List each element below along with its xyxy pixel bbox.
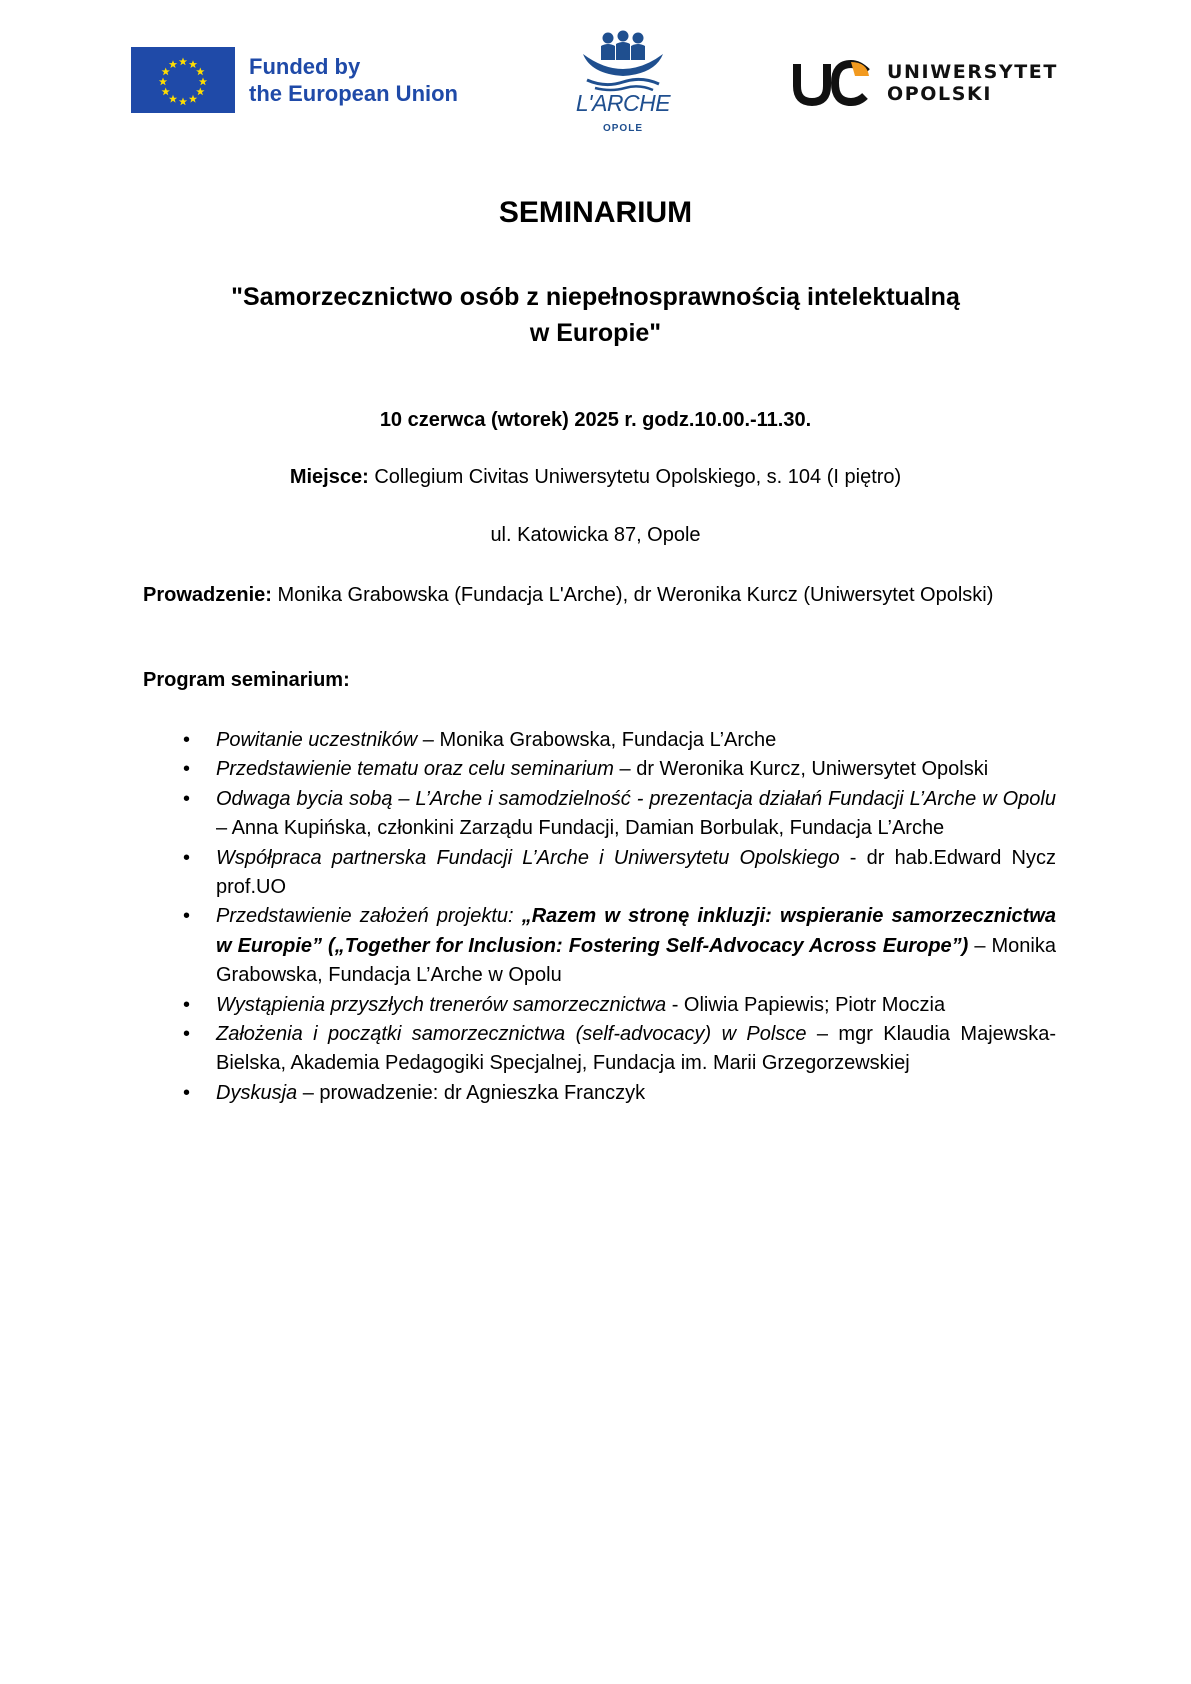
bullet-icon: • [183, 787, 191, 810]
seminar-date: 10 czerwca (wtorek) 2025 r. godz.10.00.-11.30. [379, 409, 812, 431]
program-item-details: – dr Weronika Kurcz, Uniwersytet Opolski [613, 758, 989, 781]
bullet-icon: • [183, 758, 191, 781]
program-item-topic: Dyskusja [216, 1081, 298, 1104]
program-item-topic: Powitanie uczestników [216, 729, 418, 751]
leaders-label: Prowadzenie: [143, 584, 272, 606]
program-item-details: - Oliwia Papiewis; Piotr Moczia [666, 993, 946, 1016]
program-item-details: – prowadzenie: dr Agnieszka Franczyk [297, 1081, 646, 1104]
larche-logo [573, 30, 673, 140]
uo-logo-line-2: OPOLSKI [887, 83, 993, 105]
uo-logo-text [887, 61, 1058, 105]
program-item-details: - dr hab.Edward Nycz prof.UO [216, 846, 1056, 899]
seminar-subtitle [150, 279, 1041, 351]
program-heading: Program seminarium: [143, 669, 350, 691]
place-label: Miejsce: [289, 466, 369, 488]
seminar-title: SEMINARIUM [498, 196, 693, 229]
program-item [143, 726, 1056, 755]
eu-funding-line-2: the European Union [249, 81, 458, 106]
eu-funding-text [249, 53, 458, 107]
program-item-topic: Przedstawienie założeń projektu: [216, 905, 522, 928]
program-item [143, 991, 1056, 1020]
program-item-topic: Współpraca partnerska Fundacji L’Arche i Uniwersytetu Opolskiego [216, 846, 840, 869]
eu-funding-logo [131, 47, 458, 113]
seminar-place [0, 466, 1191, 489]
uo-logo-line-1: UNIWERSYTET [887, 61, 1058, 83]
uo-logo [793, 58, 1058, 108]
program-item-topic: Wystąpienia przyszłych trenerów samorzecznictwa [216, 993, 667, 1016]
larche-logo-name: L'ARCHE [575, 90, 671, 116]
eu-flag-icon [131, 47, 235, 113]
place-value: Collegium Civitas Uniwersytetu Opolskiego, s. 104 (I piętro) [374, 466, 902, 488]
seminar-leaders [143, 581, 1056, 610]
bullet-icon: • [183, 1081, 191, 1104]
program-item-topic: Odwaga bycia sobą – L’Arche i samodzielność - prezentacja działań Fundacji L’Arche w Opolu [216, 787, 1056, 810]
program-item [143, 785, 1056, 844]
program-item-topic: Przedstawienie tematu oraz celu seminarium [216, 758, 614, 781]
program-item-details: – Anna Kupińska, członkini Zarządu Fundacji, Damian Borbulak, Fundacja L’Arche [216, 817, 945, 840]
bullet-icon: • [183, 1023, 191, 1046]
bullet-icon: • [183, 905, 191, 928]
larche-logo-city: OPOLE [602, 123, 643, 134]
program-item-project-title: „Razem w stronę inkluzji: wspieranie samorzecznictwa w Europie” („Together for Inclusion: Fostering Self-Advocacy Across Europe”) [216, 905, 1056, 957]
seminar-address: ul. Katowicka 87, Opole [490, 524, 701, 546]
bullet-icon: • [183, 729, 191, 751]
program-item-details: – Monika Grabowska, Fundacja L’Arche [417, 729, 777, 751]
uo-monogram-icon [793, 58, 873, 108]
program-item [143, 1079, 1056, 1108]
seminar-subtitle-line-2: w Europie" [529, 319, 662, 347]
bullet-icon: • [183, 993, 191, 1016]
seminar-subtitle-line-1: "Samorzecznictwo osób z niepełnosprawnością intelektualną [231, 283, 960, 311]
program-item [143, 1020, 1056, 1079]
program-item [143, 844, 1056, 903]
bullet-icon: • [183, 846, 191, 869]
program-list [143, 726, 1056, 1108]
program-item-details: – mgr Klaudia Majewska-Bielska, Akademia Pedagogiki Specjalnej, Fundacja im. Marii Grzegorzewskiej [216, 1023, 1056, 1075]
program-item-topic: Założenia i początki samorzecznictwa (self-advocacy) w Polsce [216, 1023, 807, 1046]
larche-people-boat-icon [573, 30, 673, 94]
program-item [143, 755, 1056, 784]
eu-funding-line-1: Funded by [249, 54, 361, 79]
program-item-details: – Monika Grabowska, Fundacja L’Arche w Opolu [216, 934, 1056, 987]
leaders-value: Monika Grabowska (Fundacja L'Arche), dr Weronika Kurcz (Uniwersytet Opolski) [277, 584, 994, 606]
program-item [143, 902, 1056, 990]
